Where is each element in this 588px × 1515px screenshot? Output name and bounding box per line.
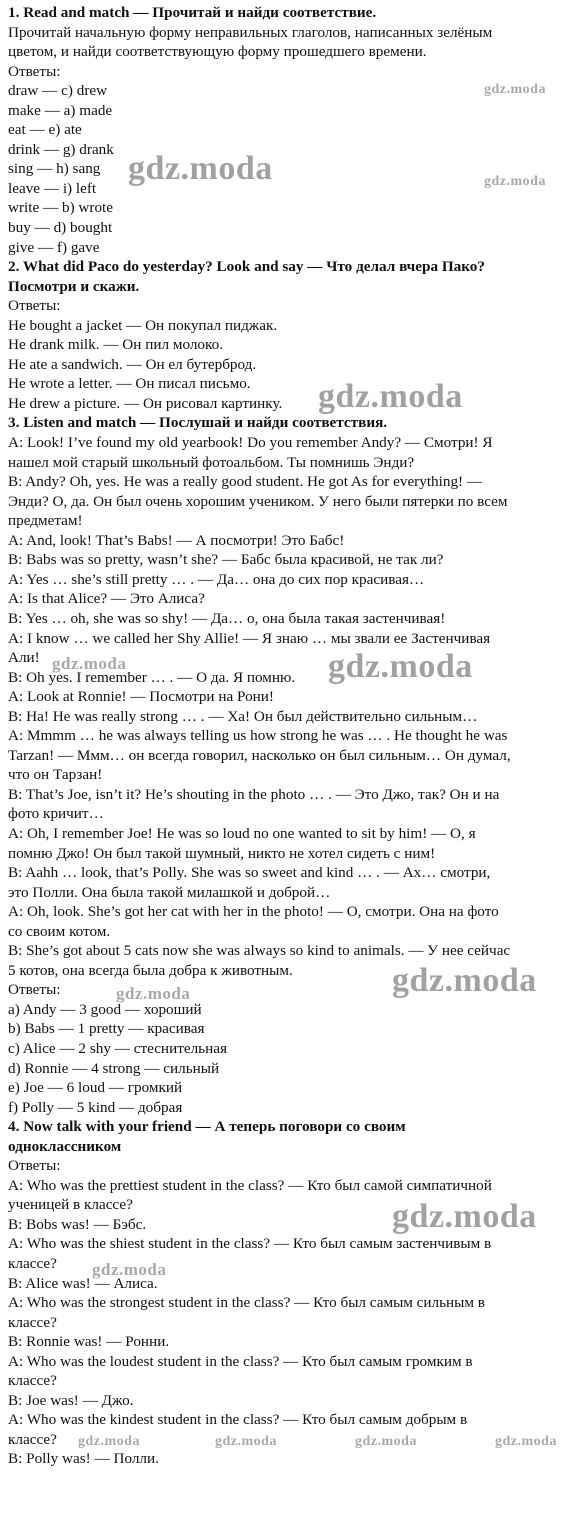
text-line: классе? [8,1313,57,1331]
section-heading-line: Посмотри и скажи. [8,277,140,295]
text-line: B: Andy? Oh, yes. He was a really good student. He got As for everything! — [8,473,483,491]
text-line: B: Joe was! — Джо. [8,1391,134,1409]
text-line: ученицей в классе? [8,1196,133,1214]
section-heading-line: 4. Now talk with your friend — А теперь поговори со своим [8,1118,406,1136]
document-body [8,3,582,1469]
watermark: gdz.moda [392,1198,537,1235]
text-line: sing — h) sang [8,160,101,178]
text-line: A: Yes … she’s still pretty … . — Да… она до сих пор красивая… [8,570,425,588]
text-line: f) Polly — 5 kind — добрая [8,1098,183,1116]
text-line: give — f) gave [8,238,100,256]
text-line: B: Ronnie was! — Ронни. [8,1333,170,1351]
text-line: Энди? О, да. Он был очень хорошим учеником. У него были пятерки по всем [8,492,508,510]
text-line: A: Who was the kindest student in the class? — Кто был самым добрым в [8,1411,468,1429]
text-line: Ответы: [8,1157,61,1175]
text-line: eat — e) ate [8,121,82,139]
text-line: классе? [8,1430,57,1448]
text-line: He bought a jacket — Он покупал пиджак. [8,316,278,334]
text-line: e) Joe — 6 loud — громкий [8,1079,183,1097]
text-line: B: Bobs was! — Бэбс. [8,1215,147,1233]
text-line: A: Is that Alice? — Это Алиса? [8,590,205,608]
text-line: цветом, и найди соответствующую форму прошедшего времени. [8,43,427,61]
watermark: gdz.moda [318,378,463,415]
text-line: A: Oh, look. She’s got her cat with her in the photo! — О, смотри. Она на фото [8,903,499,921]
text-line: A: Who was the strongest student in the class? — Кто был самым сильным в [8,1294,485,1312]
watermark: gdz.moda [116,984,191,1003]
text-line: He wrote a letter. — Он писал письмо. [8,375,251,393]
text-line: Прочитай начальную форму неправильных глаголов, написанных зелёным [8,23,493,41]
text-line: A: Who was the loudest student in the class? — Кто был самым громким в [8,1352,473,1370]
text-line: write — b) wrote [8,199,114,217]
text-line: классе? [8,1372,57,1390]
text-line: нашел мой старый школьный фотоальбом. Ты помнишь Энди? [8,453,415,471]
text-line: A: Look at Ronnie! — Посмотри на Рони! [8,688,274,706]
text-line: Ответы: [8,981,61,999]
text-line: B: Alice was! — Алиса. [8,1274,158,1292]
text-line: He ate a sandwich. — Он ел бутерброд. [8,355,257,373]
text-line: A: Oh, I remember Joe! He was so loud no one wanted to sit by him! — О, я [8,824,476,842]
text-line: фото кричит… [8,805,104,823]
watermark: gdz.moda [215,1434,277,1449]
text-line: A: I know … we called her Shy Allie! — Я знаю … мы звали ее Застенчивая [8,629,491,647]
text-line: Tarzan! — Ммм… он всегда говорил, насколько он был сильным… Он думал, [8,746,511,764]
text-line: Ответы: [8,297,61,315]
text-line: B: Ha! He was really strong … . — Ха! Он был действительно сильным… [8,707,478,725]
section-heading-line: 3. Listen and match — Послушай и найди соответствия. [8,414,388,432]
text-line: c) Alice — 2 shy — стеснительная [8,1039,227,1057]
text-line: A: Who was the prettiest student in the class? — Кто был самой симпатичной [8,1176,492,1194]
watermark: gdz.moda [484,82,546,97]
text-line: make — a) made [8,101,113,119]
text-line: Ответы: [8,62,61,80]
watermark: gdz.moda [78,1434,140,1449]
text-line: buy — d) bought [8,219,113,237]
text-line: B: Babs was so pretty, wasn’t she? — Бабс была красивой, не так ли? [8,551,444,569]
section-heading-line: 2. What did Paco do yesterday? Look and say — Что делал вчера Пако? [8,258,485,276]
section-heading-line: одноклассником [8,1137,122,1155]
text-line: leave — i) left [8,179,97,197]
text-line: A: Mmmm … he was always telling us how strong he was … . He thought he was [8,727,508,745]
text-line: это Полли. Она была такой милашкой и доброй… [8,883,331,901]
text-line: B: Yes … oh, she was so shy! — Да… о, она была такая застенчивая! [8,609,446,627]
text-line: 5 котов, она всегда была добра к животным. [8,961,293,979]
text-line: помню Джо! Он был такой шумный, никто не хотел сидеть с ним! [8,844,436,862]
text-line: B: Oh yes. I remember … . — О да. Я помню. [8,668,296,686]
section-heading-line: 1. Read and match — Прочитай и найди соответствие. [8,4,377,21]
watermark: gdz.moda [52,654,127,673]
text-line: d) Ronnie — 4 strong — сильный [8,1059,220,1077]
watermark: gdz.moda [392,962,537,999]
text-line: a) Andy — 3 good — хороший [8,1000,202,1018]
text-line: b) Babs — 1 pretty — красивая [8,1020,205,1038]
text-line: классе? [8,1255,57,1272]
text-line: со своим котом. [8,922,111,940]
text-line: предметам! [8,512,83,530]
text-line: Али! [8,649,40,667]
watermark: gdz.moda [495,1434,557,1449]
text-line: B: Polly was! — Полли. [8,1450,159,1468]
watermark: gdz.moda [484,174,546,189]
text-line: B: Aahh … look, that’s Polly. She was so sweet and kind … . — Ах… смотри, [8,864,491,882]
text-line: что он Тарзан! [8,766,103,784]
text-line: He drew a picture. — Он рисовал картинку. [8,394,283,412]
text-line: A: And, look! That’s Babs! — А посмотри! Это Бабс! [8,531,345,549]
text-line: drink — g) drank [8,140,114,158]
text-line: A: Who was the shiest student in the class? — Кто был самым застенчивым в [8,1235,492,1253]
watermark: gdz.moda [355,1434,417,1449]
text-line: He drank milk. — Он пил молоко. [8,336,224,354]
text-line: A: Look! I’ve found my old yearbook! Do you remember Andy? — Смотри! Я [8,434,493,452]
watermark: gdz.moda [328,648,473,685]
watermark: gdz.moda [92,1260,167,1279]
text-line: B: That’s Joe, isn’t it? He’s shouting in the photo … . — Это Джо, так? Он и на [8,785,500,803]
text-line: draw — c) drew [8,82,108,100]
watermark: gdz.moda [128,150,273,187]
text-line: B: She’s got about 5 cats now she was always so kind to animals. — У нее сейчас [8,942,511,960]
